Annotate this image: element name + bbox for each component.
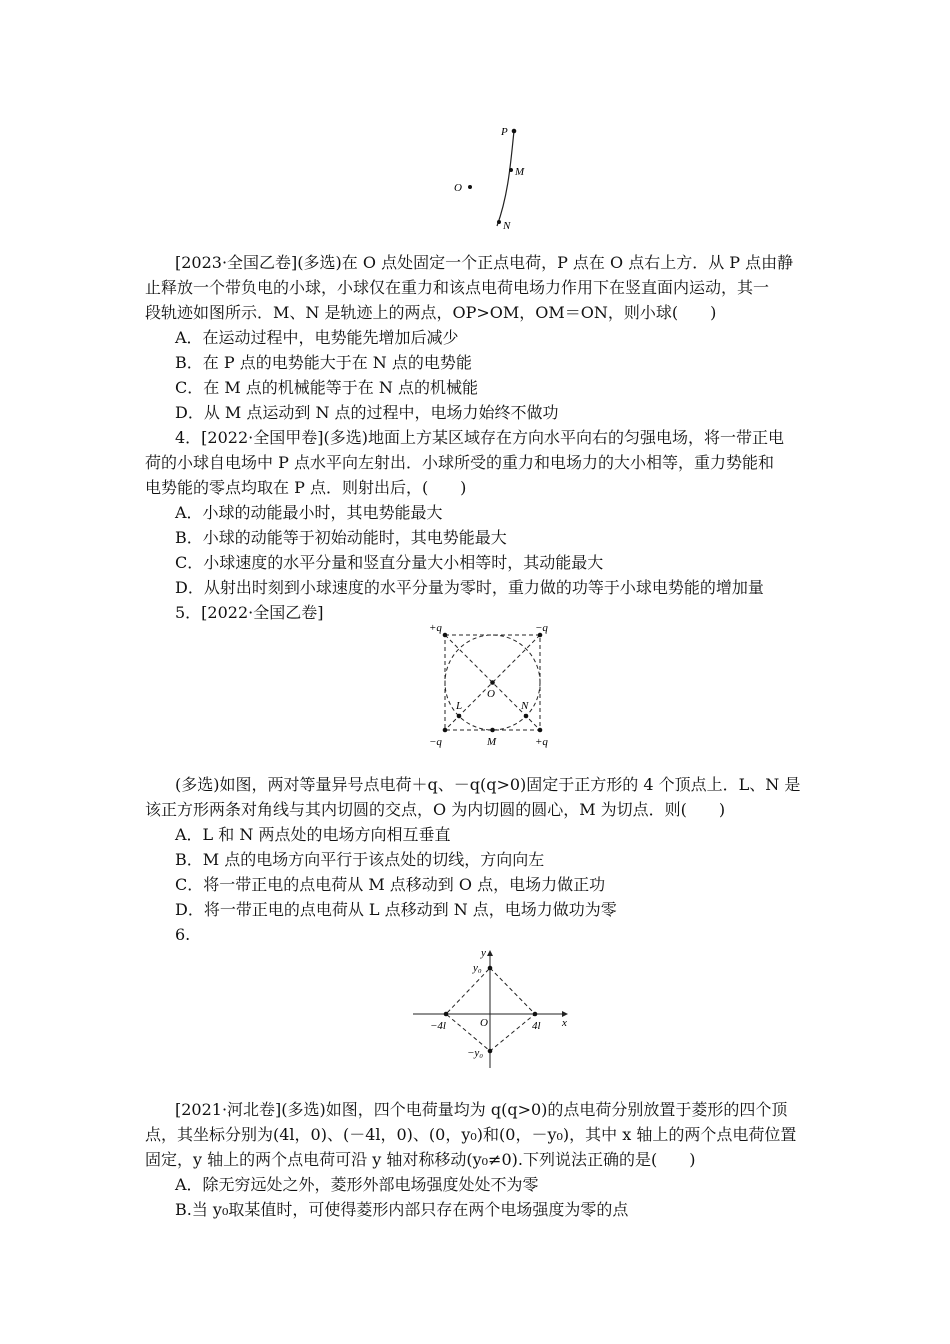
q3-option-b: B．在 P 点的电势能大于在 N 点的电势能	[175, 353, 472, 372]
q6-option-b: B.当 y₀取某值时，可使得菱形内部只存在两个电场强度为零的点	[175, 1200, 629, 1219]
point-m	[490, 728, 495, 733]
label-origin: O	[480, 1017, 488, 1029]
q5-header: 5．[2022·全国乙卷]	[175, 603, 324, 622]
q6-stem-line3: 固定，y 轴上的两个点电荷可沿 y 轴对称移动(y₀≠0).下列说法正确的是( )	[145, 1150, 696, 1169]
q4-option-c: C．小球速度的水平分量和竖直分量大小相等时，其动能最大	[175, 553, 604, 572]
q6-stem-line1: [2021·河北卷](多选)如图，四个电荷量均为 q(q>0)的点电荷分别放置于菱形的四个顶	[175, 1100, 788, 1119]
q4-stem-line2: 荷的小球自电场中 P 点水平向左射出．小球所受的重力和电场力的大小相等，重力势能和	[145, 453, 774, 472]
q5-option-b: B．M 点的电场方向平行于该点处的切线，方向向左	[175, 850, 545, 869]
label-neg-4l: −4l	[430, 1020, 446, 1032]
q5-option-c: C．将一带正电的点电荷从 M 点移动到 O 点，电场力做正功	[175, 875, 606, 894]
q3-stem-line2: 止释放一个带负电的小球，小球仅在重力和该点电荷电场力作用下在竖直面内运动，其一	[145, 278, 770, 297]
q5-option-a: A．L 和 N 两点处的电场方向相互垂直	[175, 825, 451, 844]
point-m	[509, 168, 513, 172]
point-p	[512, 129, 517, 134]
label-m: M	[515, 166, 525, 178]
label-p: P	[501, 126, 508, 138]
trajectory-figure	[445, 118, 545, 238]
label-n: N	[521, 700, 529, 712]
label-plus-q-tl: +q	[429, 622, 442, 634]
point-n	[497, 220, 501, 224]
q4-option-a: A．小球的动能最小时，其电势能最大	[175, 503, 443, 522]
q4-option-b: B．小球的动能等于初始动能时，其电势能最大	[175, 528, 507, 547]
q4-stem-line3: 电势能的零点均取在 P 点．则射出后，( )	[145, 478, 467, 497]
q3-option-a: A．在运动过程中，电势能先增加后减少	[175, 328, 459, 347]
q3-option-d: D．从 M 点运动到 N 点的过程中，电场力始终不做功	[175, 403, 559, 422]
q3-option-c: C．在 M 点的机械能等于在 N 点的机械能	[175, 378, 478, 397]
charge-bottom	[488, 1049, 493, 1054]
trajectory-curve	[497, 131, 514, 226]
square-charges-figure	[425, 620, 560, 750]
label-n: N	[503, 220, 511, 232]
label-m: M	[487, 736, 497, 748]
q5-stem-line2: 该正方形两条对角线与其内切圆的交点，O 为内切圆的圆心，M 为切点．则( )	[145, 800, 726, 819]
label-o: O	[454, 182, 462, 194]
label-minus-q-tr: −q	[535, 622, 548, 634]
label-minus-q-bl: −q	[429, 736, 442, 748]
charge-top-left	[443, 633, 448, 638]
q5-stem-line1: (多选)如图，两对等量异号点电荷＋q、－q(q>0)固定于正方形的 4 个顶点上．L、N 是	[175, 775, 801, 794]
q3-stem-line3: 段轨迹如图所示．M、N 是轨迹上的两点，OP>OM，OM＝ON，则小球( )	[145, 303, 717, 322]
q3-stem-line1: [2023·全国乙卷](多选)在 O 点处固定一个正点电荷，P 点在 O 点右上方．从 P 点由静	[175, 253, 794, 272]
q6-stem-line2: 点，其坐标分别为(4l，0)、(－4l，0)、(0，y₀)和(0，－y₀)，其中 x 轴上的两个点电荷位置	[145, 1125, 797, 1144]
point-o	[468, 185, 472, 189]
q5-option-d: D．将一带正电的点电荷从 L 点移动到 N 点，电场力做功为零	[175, 900, 617, 919]
q6-option-a: A．除无穷远处之外，菱形外部电场强度处处不为零	[175, 1175, 539, 1194]
q4-option-d: D．从射出时刻到小球速度的水平分量为零时，重力做的功等于小球电势能的增加量	[175, 578, 764, 597]
charge-right	[533, 1012, 538, 1017]
charge-left	[444, 1012, 449, 1017]
charge-bottom-left	[443, 728, 448, 733]
q6-header: 6.	[175, 925, 191, 944]
point-o	[490, 680, 495, 685]
label-y0: y₀	[473, 962, 482, 974]
q4-stem-line1: 4．[2022·全国甲卷](多选)地面上方某区域存在方向水平向右的匀强电场，将一带正电	[175, 428, 784, 447]
label-x-axis: x	[562, 1017, 567, 1029]
charge-top	[488, 966, 493, 971]
label-o: O	[487, 688, 495, 700]
charge-bottom-right	[538, 728, 543, 733]
point-l	[457, 714, 462, 719]
label-4l: 4l	[532, 1020, 541, 1032]
rhombus-charges-figure	[410, 945, 580, 1070]
label-y-axis: y	[481, 947, 486, 959]
label-l: L	[456, 700, 463, 712]
label-neg-y0: −y₀	[467, 1047, 484, 1059]
label-plus-q-br: +q	[535, 736, 548, 748]
point-n	[524, 714, 529, 719]
